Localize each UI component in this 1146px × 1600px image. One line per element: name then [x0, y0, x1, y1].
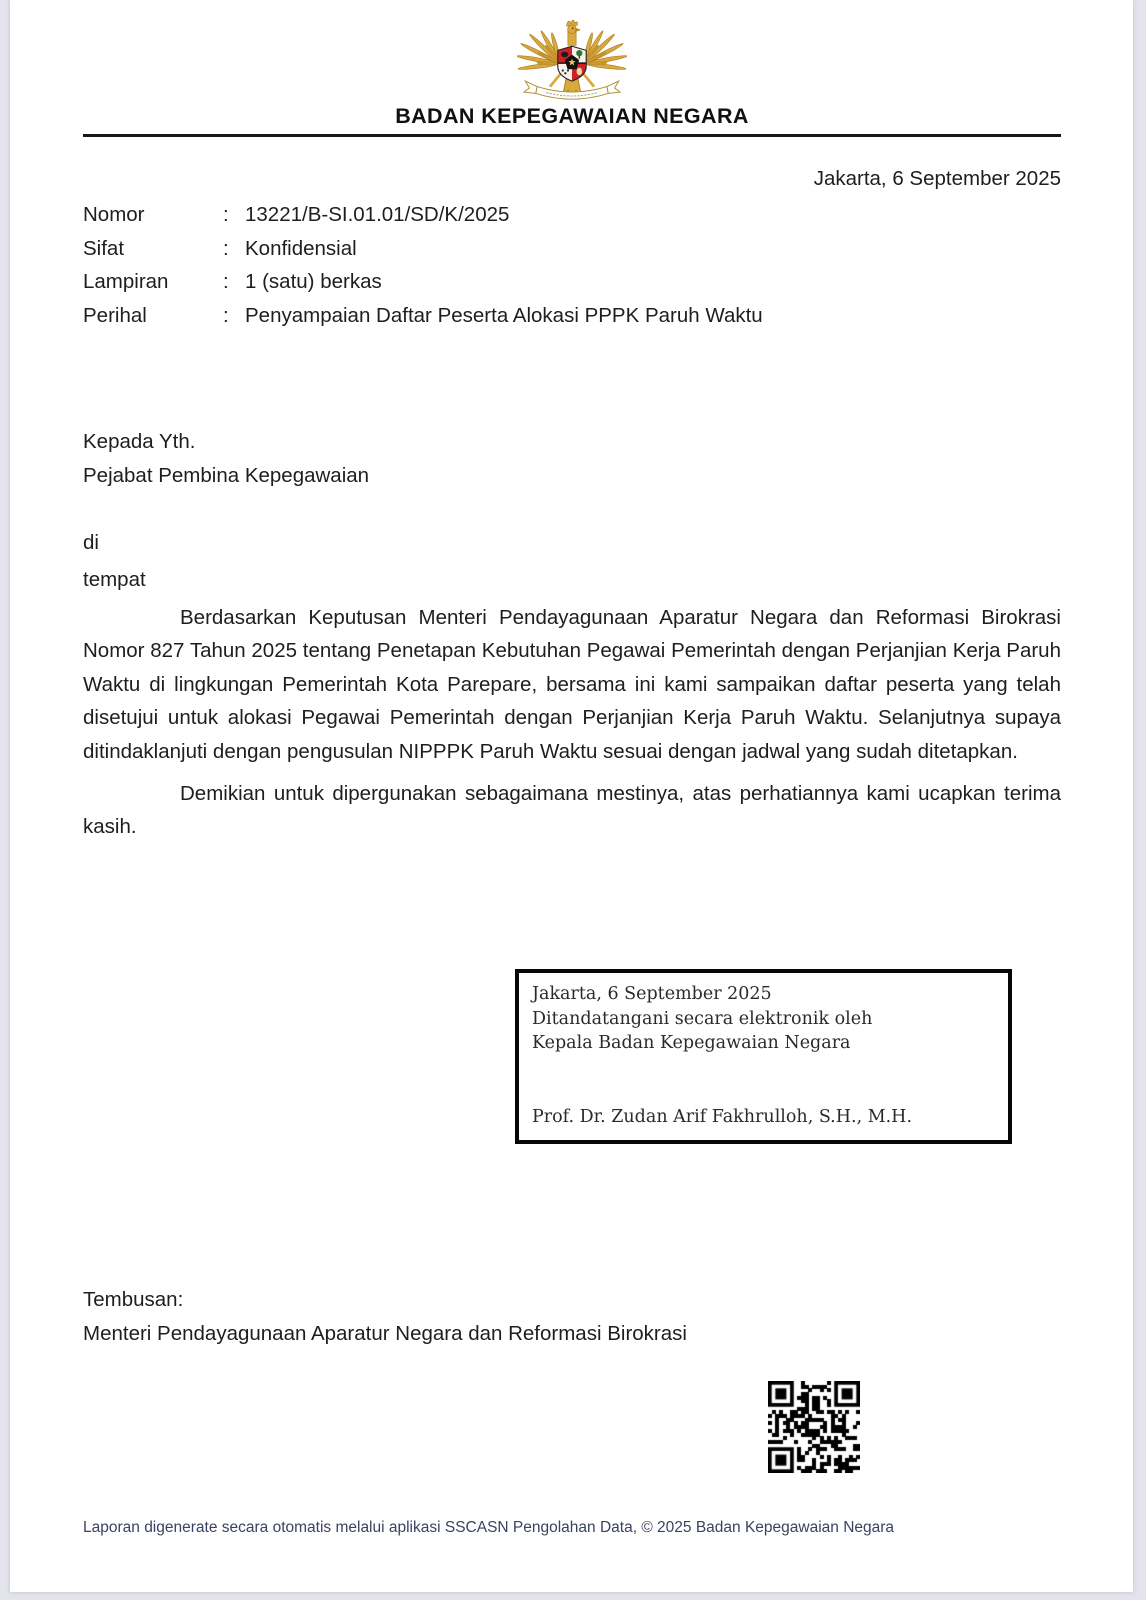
qr-code — [768, 1381, 860, 1473]
recipient-place: tempat — [83, 568, 146, 591]
meta-value: Konfidensial — [245, 236, 357, 260]
letter-meta — [83, 198, 1061, 332]
tembusan-label: Tembusan: — [83, 1288, 184, 1311]
meta-value: 1 (satu) berkas — [245, 270, 382, 293]
letter-page — [10, 0, 1133, 1592]
body-paragraph-2: Demikian untuk dipergunakan sebagaimana mestinya, atas perhatiannya kami ucapkan terima kasih. — [83, 782, 1061, 839]
meta-colon: : — [223, 203, 229, 226]
recipient-salutation: Kepada Yth. — [83, 430, 196, 453]
meta-row-sifat — [83, 232, 1061, 266]
meta-row-perihal — [83, 299, 1061, 333]
signature-place-date: Jakarta, 6 September 2025 — [532, 984, 772, 1004]
meta-colon: : — [223, 270, 229, 293]
meta-label: Perihal — [83, 303, 147, 327]
electronic-signature-box — [515, 969, 1012, 1144]
header-divider — [83, 134, 1061, 137]
letter-date: Jakarta, 6 September 2025 — [813, 167, 1061, 190]
meta-label: Sifat — [83, 236, 125, 260]
meta-row-lampiran — [83, 265, 1061, 299]
body-paragraph-1: Berdasarkan Keputusan Menteri Pendayagunaan Aparatur Negara dan Reformasi Birokrasi Nomor 827 Tahun 2025 tentang Penetapan Kebutuhan Pegawai Pemerintah dengan Perjanjian Kerja Paruh Waktu di lingkungan Pemerintah Kota Parepare, bersama ini kami sampaikan daftar peserta yang telah disetujui untuk alokasi Pegawai Pemerintah dengan Perjanjian Kerja Paruh Waktu. Selanjutnya supaya ditindaklanjuti dengan pengusulan NIPPPK Paruh Waktu sesuai dengan jadwal yang sudah ditetapkan. — [83, 606, 1061, 763]
letter-content — [83, 0, 1061, 1592]
meta-label: Nomor — [83, 203, 145, 226]
generated-footer: Laporan digenerate secara otomatis melalui aplikasi SSCASN Pengolahan Data, © 2025 Badan Kepegawaian Negara — [83, 1519, 895, 1536]
garuda-emblem-icon — [83, 14, 1061, 112]
signature-title: Kepala Badan Kepegawaian Negara — [532, 1033, 851, 1053]
meta-row-nomor — [83, 198, 1061, 232]
signatory-name: Prof. Dr. Zudan Arif Fakhrulloh, S.H., M.H. — [532, 1106, 913, 1127]
meta-colon: : — [223, 236, 229, 260]
recipient-addressee: Pejabat Pembina Kepegawaian — [83, 463, 370, 487]
tembusan-block — [83, 1283, 687, 1350]
recipient-block — [83, 425, 369, 492]
meta-colon: : — [223, 303, 229, 327]
recipient-at: di — [83, 531, 99, 554]
meta-value: 13221/B-SI.01.01/SD/K/2025 — [245, 203, 510, 226]
agency-name: BADAN KEPEGAWAIAN NEGARA — [395, 104, 749, 128]
meta-value: Penyampaian Daftar Peserta Alokasi PPPK Paruh Waktu — [245, 303, 763, 327]
recipient-place-block — [83, 524, 146, 598]
tembusan-item: Menteri Pendayagunaan Aparatur Negara dan Reformasi Birokrasi — [83, 1321, 687, 1345]
meta-label: Lampiran — [83, 270, 169, 293]
signature-method: Ditandatangani secara elektronik oleh — [532, 1008, 873, 1029]
